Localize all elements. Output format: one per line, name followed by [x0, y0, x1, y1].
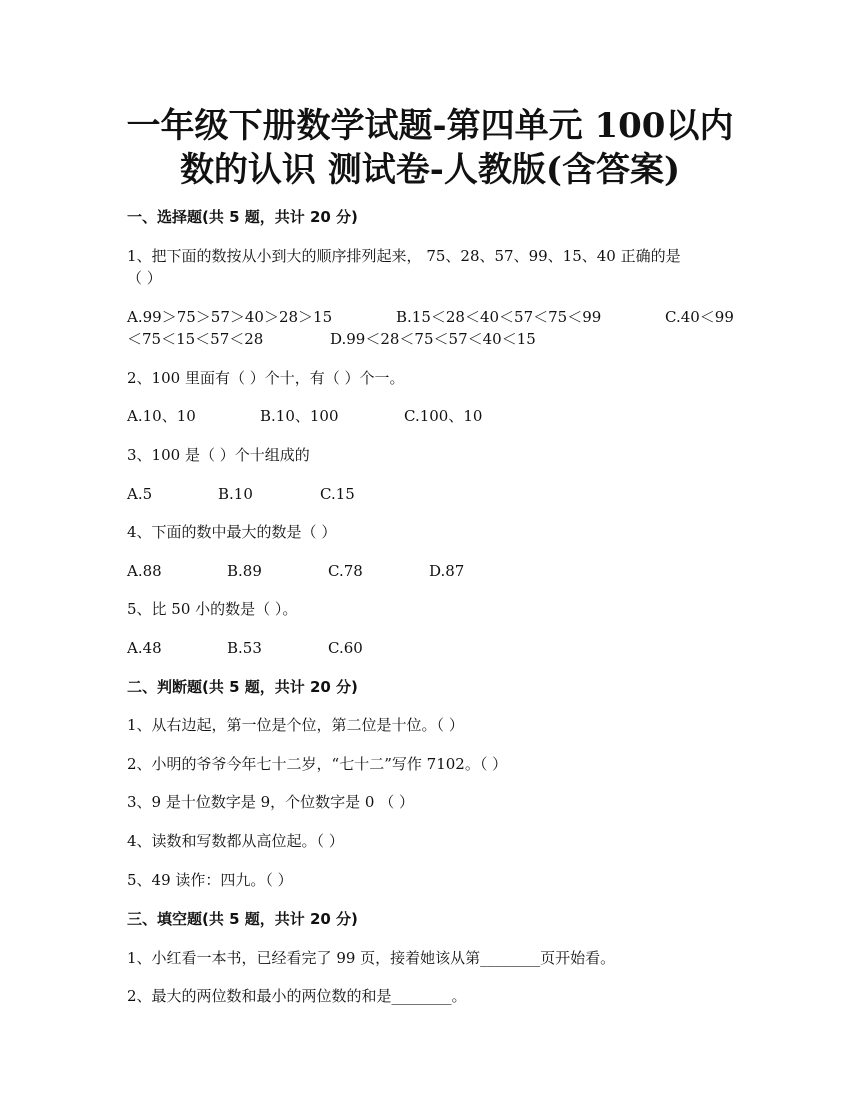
choice-q1-option-a: A.99＞75＞57＞40＞28＞15 — [127, 308, 333, 326]
choice-q5-option-c: C.60 — [328, 639, 363, 657]
section-heading-choice: 一、选择题(共 5 题，共计 20 分) — [127, 208, 358, 226]
choice-q1-stem-cont: （ ） — [127, 269, 162, 287]
choice-q3-stem: 3、100 是（ ）个十组成的 — [127, 446, 310, 464]
document-title-line-1: 一年级下册数学试题-第四单元 100以内 — [126, 106, 734, 146]
choice-q3-option-c: C.15 — [320, 485, 355, 503]
choice-q2-option-b: B.10、100 — [260, 407, 339, 425]
judge-q5: 5、49 读作：四九。（ ） — [127, 871, 293, 889]
choice-q1-stem: 1、把下面的数按从小到大的顺序排列起来， 75、28、57、99、15、40 正确的是 — [127, 247, 681, 265]
choice-q2-stem: 2、100 里面有（ ）个十，有（ ）个一。 — [127, 369, 405, 387]
choice-q5-option-a: A.48 — [127, 639, 162, 657]
document-title-line-2: 数的认识 测试卷-人教版(含答案) — [179, 150, 681, 190]
section-heading-fill: 三、填空题(共 5 题，共计 20 分) — [127, 910, 358, 928]
fill-q2: 2、最大的两位数和最小的两位数的和是________。 — [127, 987, 467, 1005]
choice-q4-stem: 4、下面的数中最大的数是（ ） — [127, 523, 337, 541]
choice-q2-option-a: A.10、10 — [127, 407, 196, 425]
choice-q4-option-d: D.87 — [429, 562, 465, 580]
judge-q1: 1、从右边起，第一位是个位，第二位是十位。（ ） — [127, 716, 464, 734]
choice-q3-option-a: A.5 — [127, 485, 153, 503]
choice-q4-option-a: A.88 — [127, 562, 162, 580]
section-heading-judge: 二、判断题(共 5 题，共计 20 分) — [127, 678, 358, 696]
choice-q4-option-b: B.89 — [227, 562, 262, 580]
choice-q3-option-b: B.10 — [218, 485, 253, 503]
judge-q4: 4、读数和写数都从高位起。（ ） — [127, 832, 344, 850]
fill-q1: 1、小红看一本书，已经看完了 99 页，接着她该从第________页开始看。 — [127, 949, 616, 967]
choice-q1-option-b: B.15＜28＜40＜57＜75＜99 — [396, 308, 602, 326]
choice-q1-option-d: D.99＜28＜75＜57＜40＜15 — [330, 330, 536, 348]
judge-q2: 2、小明的爷爷今年七十二岁，“七十二”写作 7102。（ ） — [127, 755, 508, 773]
choice-q5-option-b: B.53 — [227, 639, 262, 657]
judge-q3: 3、9 是十位数字是 9，个位数字是 0 （ ） — [127, 793, 415, 811]
choice-q1-option-c-cont: ＜75＜15＜57＜28 — [127, 330, 264, 348]
choice-q5-stem: 5、比 50 小的数是（ ）。 — [127, 600, 298, 618]
choice-q2-option-c: C.100、10 — [404, 407, 483, 425]
choice-q4-option-c: C.78 — [328, 562, 363, 580]
choice-q1-option-c: C.40＜99 — [665, 308, 734, 326]
